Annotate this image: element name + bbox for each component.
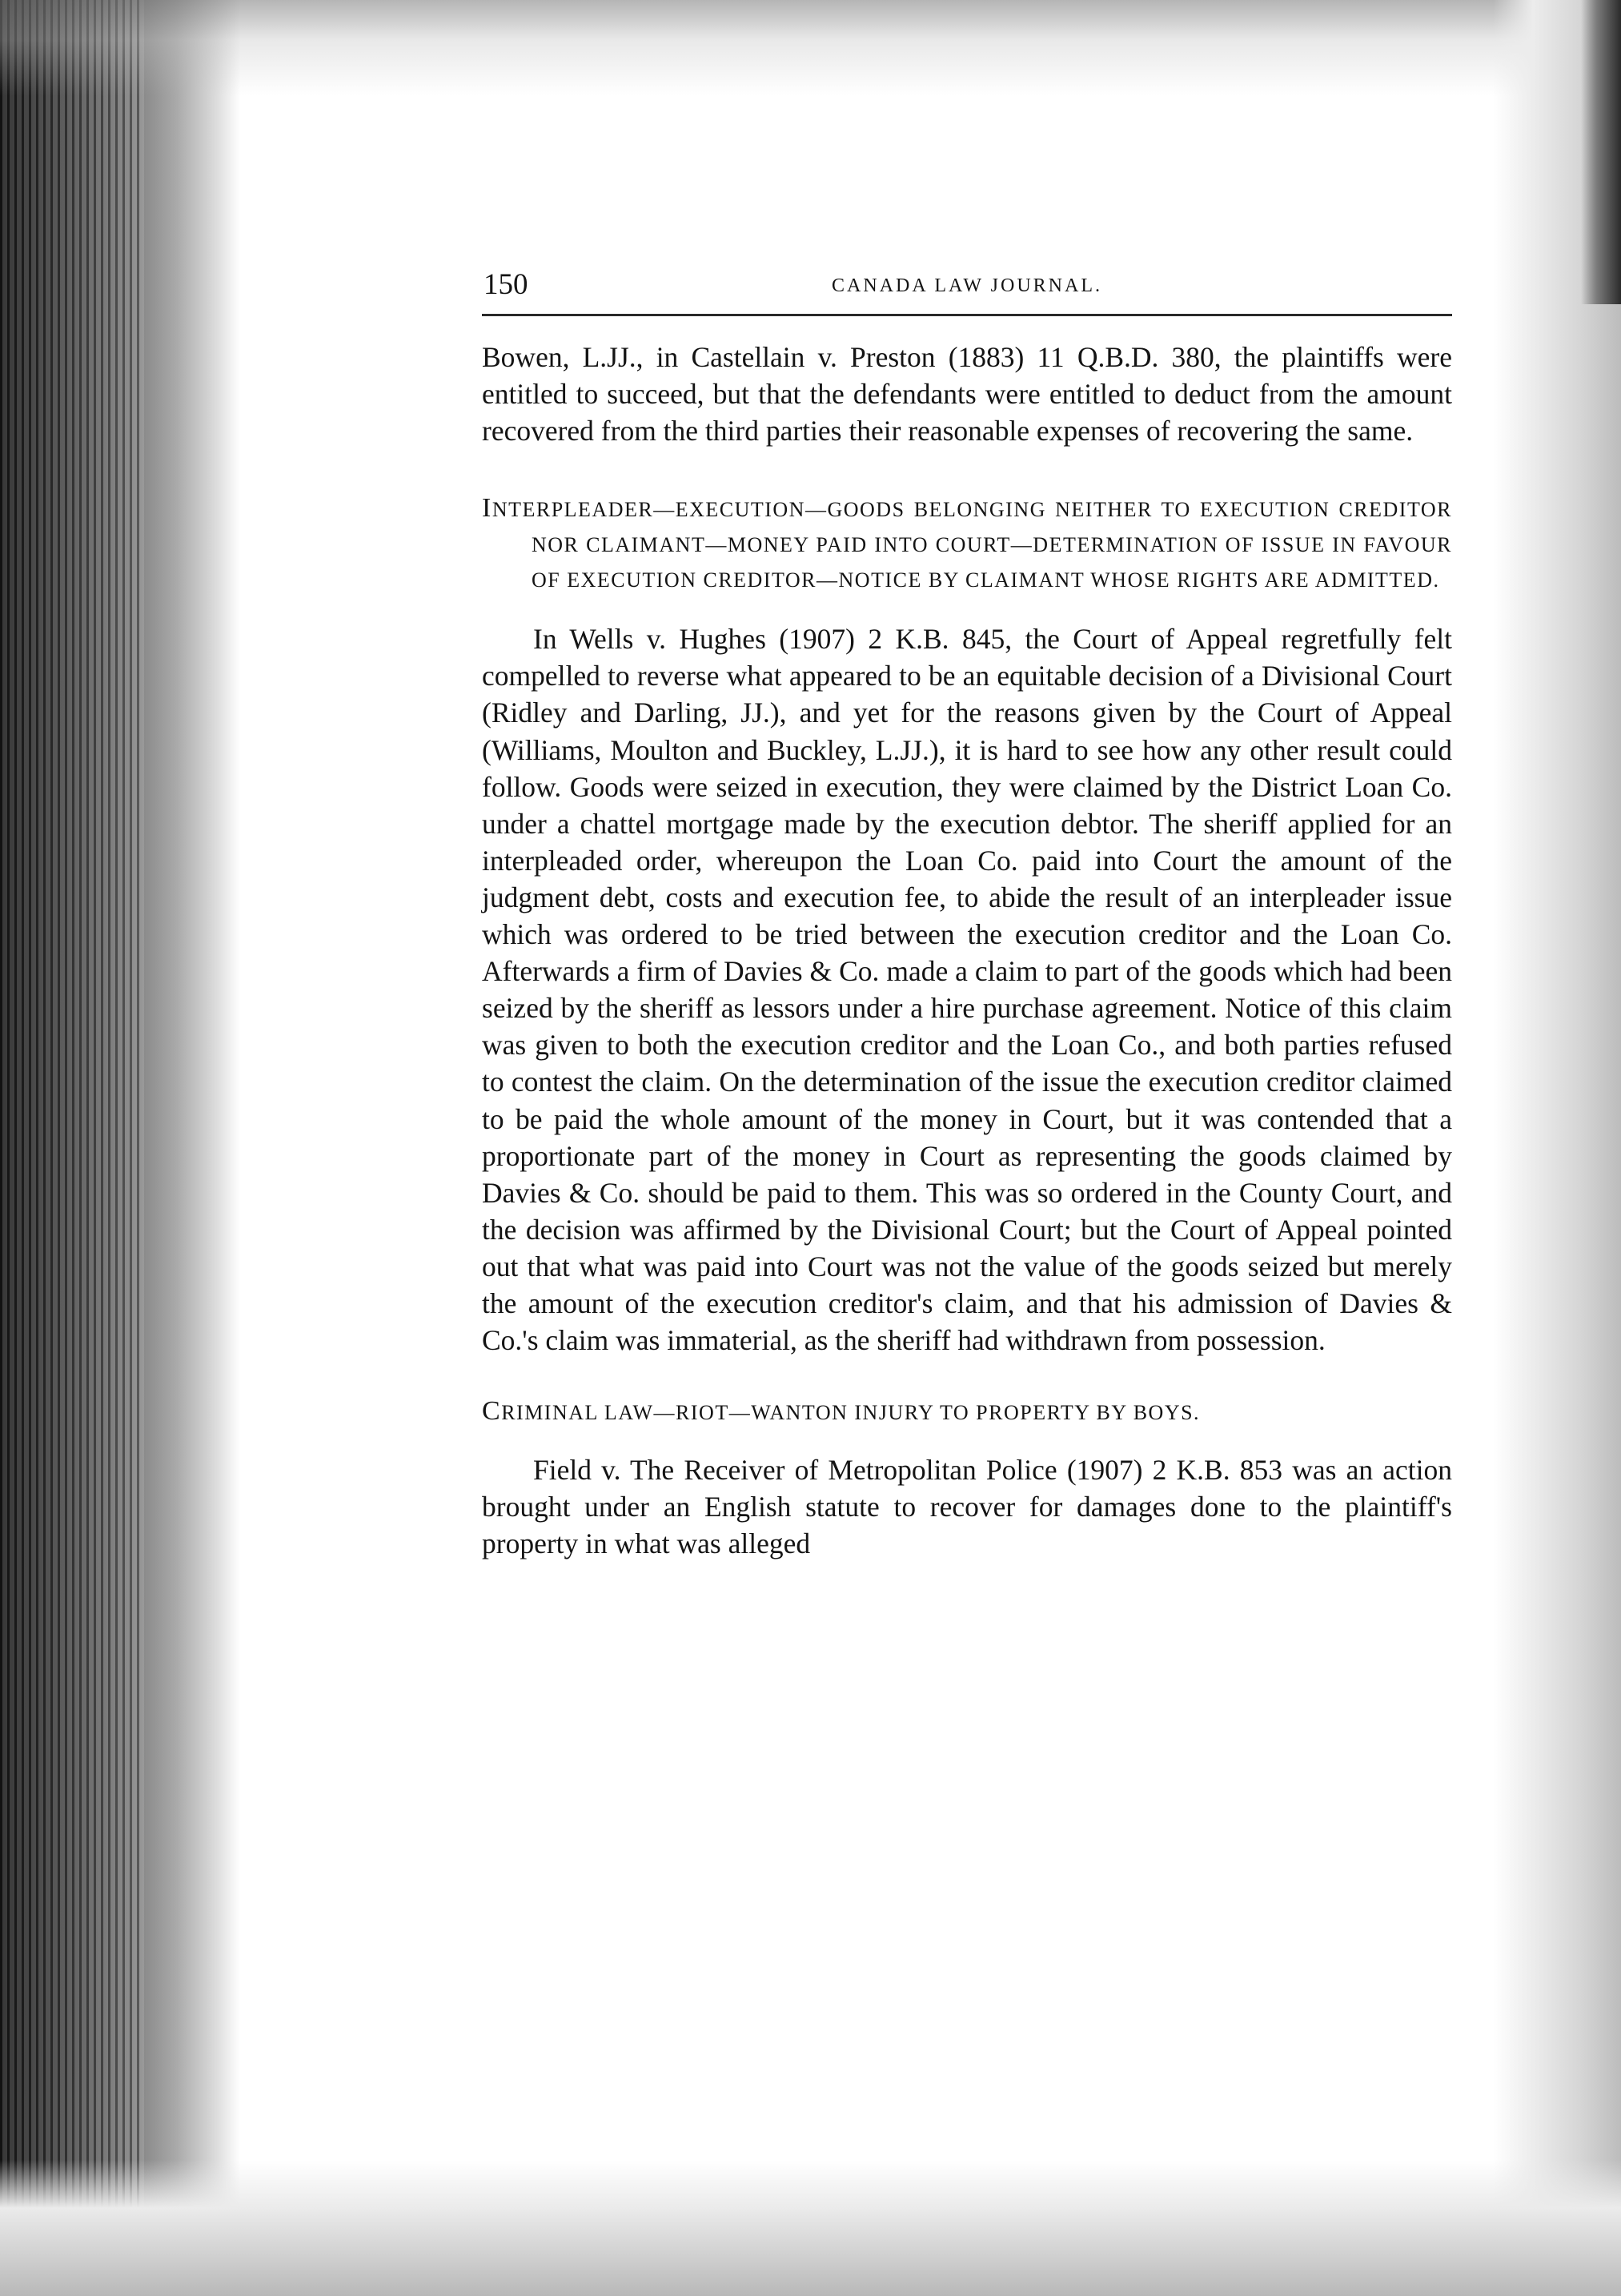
field-v-receiver-paragraph: Field v. The Receiver of Metropolitan Police (1907) 2 K.B. 853 was an action brought under an English statute to recover for damages done to the plaintiff's property in what was alleged: [482, 1454, 1452, 1560]
scan-right-edge: [1493, 0, 1621, 2296]
journal-title: CANADA LAW JOURNAL.: [832, 275, 1102, 296]
scan-top-edge: [0, 0, 1621, 96]
section-heading-criminal-law: CRIMINAL LAW—RIOT—WANTON INJURY TO PROPERTY BY BOYS.: [482, 1396, 1201, 1427]
page-number: 150: [483, 268, 528, 301]
journal-page: [482, 264, 1452, 1562]
wells-v-hughes-paragraph: In Wells v. Hughes (1907) 2 K.B. 845, the Court of Appeal regretfully felt compelled to reverse what appeared to be an equitable decision of a Divisional Court (Ridley and Darling, JJ.), and yet for the reasons given by the Court of Appeal (Williams, Moulton and Buckley, L.JJ.), it is hard to see how any other result could follow. Goods were seized in execution, they were claimed by the District Loan Co. under a chattel mortgage made by the execution debtor. The sheriff applied for an interpleaded order, whereupon the Loan Co. paid into Court the amount of the judgment debt, costs and execution fee, to abide the result of an interpleader issue which was ordered to be tried between the execution creditor and the Loan Co. Afterwards a firm of Davies & Co. made a claim to part of the goods which had been seized by the sheriff as lessors under a hire purchase agreement. Notice of this claim was given to both the execution creditor and the Loan Co., and both parties refused to contest the claim. On the determination of the issue the execution creditor claimed to be paid the whole amount of the money in Court, but it was contended that a proportionate part of the money in Court as representing the goods claimed by Davies & Co. should be paid to them. This was so ordered in the County Court, and the decision was affirmed by the Divisional Court; but the Court of Appeal pointed out that what was paid into Court was not the value of the goods seized but merely the amount of the execution creditor's claim, and that his admission of Davies & Co.'s claim was immaterial, as the sheriff had withdrawn from possession.: [482, 623, 1452, 1357]
scan-bottom-edge: [0, 2160, 1621, 2296]
section-heading-interpleader: INTERPLEADER—EXECUTION—GOODS BELONGING NEITHER TO EXECUTION CREDITOR NOR CLAIMANT—MONEY PAID INTO COURT—DETERMINATION OF ISSUE IN FAVOUR OF EXECUTION CREDITOR—NOTICE BY CLAIMANT WHOSE RIGHTS ARE ADMITTED.: [482, 493, 1452, 592]
header-rule: [482, 314, 1452, 316]
carryover-paragraph: Bowen, L.JJ., in Castellain v. Preston (1883) 11 Q.B.D. 380, the plaintiffs were entitled to succeed, but that the defendants were entitled to deduct from the amount recovered from the third parties their reasonable expenses of recovering the same.: [482, 341, 1452, 448]
running-head: [482, 264, 1452, 314]
scan-binding-texture: [0, 0, 144, 2296]
scan-right-corner-shadow: [1581, 0, 1621, 304]
